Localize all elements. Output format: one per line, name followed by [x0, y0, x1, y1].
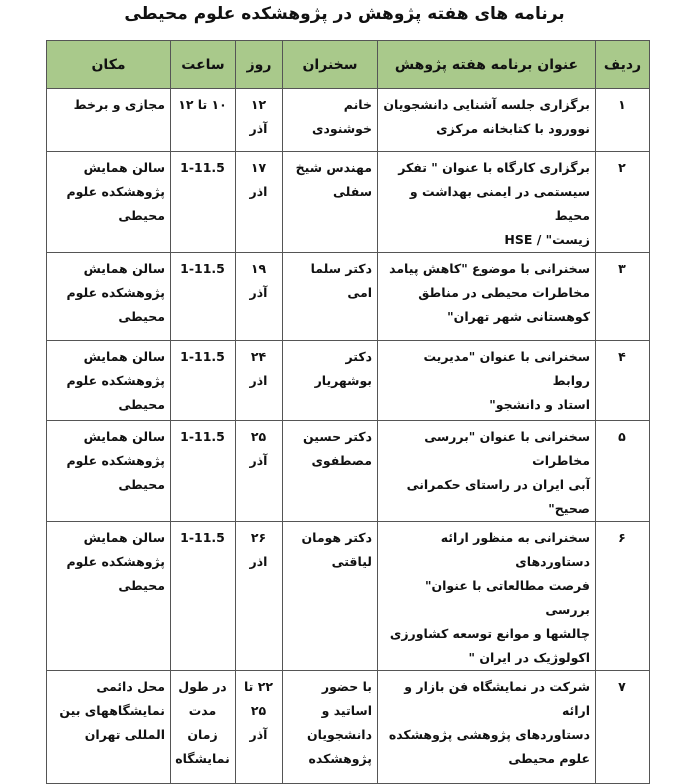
cell-day: ۲۶ اذر [236, 522, 283, 671]
table-row [47, 89, 650, 152]
cell-speaker: دکتر بوشهریار [283, 341, 378, 421]
table-row [47, 253, 650, 341]
cell-day: ۱۲ آذر [236, 89, 283, 152]
cell-time: 1-11.5 [171, 421, 236, 522]
cell-program-title: سخنرانی به منظور ارائه دستاوردهای فرصت مطالعاتی با عنوان" بررسی چالشها و موانع توسعه کشاورزی اکولوژیک در ایران " [378, 522, 596, 671]
cell-speaker: دکتر حسین مصطفوی [283, 421, 378, 522]
table-row [47, 341, 650, 421]
header-row-number: ردیف [596, 41, 650, 89]
cell-speaker: خانم خوشنودی [283, 89, 378, 152]
cell-place: سالن همایش پژوهشکده علوم محیطی [47, 341, 171, 421]
table-row [47, 522, 650, 671]
cell-place: محل دائمی نمایشگاههای بین المللی تهران [47, 671, 171, 784]
cell-speaker: دکتر سلما امی [283, 253, 378, 341]
cell-row-number: ۴ [596, 341, 650, 421]
cell-place: سالن همایش پژوهشکده علوم محیطی [47, 253, 171, 341]
cell-speaker: دکتر هومان لیاقتی [283, 522, 378, 671]
cell-speaker: مهندس شیخ سفلی [283, 152, 378, 253]
cell-place: سالن همایش پژوهشکده علوم محیطی [47, 152, 171, 253]
cell-time: 1-11.5 [171, 152, 236, 253]
cell-program-title: شرکت در نمایشگاه فن بازار و ارائه دستاوردهای پژوهشی پژوهشکده علوم محیطی [378, 671, 596, 784]
cell-row-number: ۲ [596, 152, 650, 253]
cell-program-title: سخنرانی با موضوع "کاهش پیامد مخاطرات محیطی در مناطق کوهستانی شهر تهران" [378, 253, 596, 341]
header-program-title: عنوان برنامه هفته پژوهش [378, 41, 596, 89]
cell-place: مجازی و برخط [47, 89, 171, 152]
cell-program-title: سخنرانی با عنوان "بررسی مخاطرات آبی ایران در راستای حکمرانی صحیح" [378, 421, 596, 522]
cell-time: در طول مدت زمان نمایشگاه [171, 671, 236, 784]
header-speaker: سخنران [283, 41, 378, 89]
header-day: روز [236, 41, 283, 89]
table-header-row [47, 41, 650, 89]
page-title: برنامه های هفته پژوهش در پژوهشکده علوم محیطی [124, 4, 565, 24]
cell-program-title: برگزاری کارگاه با عنوان " تفکر سیستمی در ایمنی بهداشت و محیط زیست" / HSE [378, 152, 596, 253]
cell-program-title: برگزاری جلسه آشنایی دانشجویان نوورود با کتابخانه مرکزی [378, 89, 596, 152]
table-row [47, 421, 650, 522]
cell-time: 1-11.5 [171, 522, 236, 671]
cell-row-number: ۱ [596, 89, 650, 152]
cell-row-number: ۷ [596, 671, 650, 784]
table-row [47, 671, 650, 784]
cell-row-number: ۵ [596, 421, 650, 522]
cell-day: ۲۲ تا ۲۵ آذر [236, 671, 283, 784]
cell-time: 1-11.5 [171, 341, 236, 421]
cell-row-number: ۳ [596, 253, 650, 341]
cell-day: ۱۹ آذر [236, 253, 283, 341]
cell-day: ۲۵ آذر [236, 421, 283, 522]
cell-speaker: با حضور اساتید و دانشجویان پژوهشکده [283, 671, 378, 784]
header-time: ساعت [171, 41, 236, 89]
cell-time: 1-11.5 [171, 253, 236, 341]
cell-day: ۲۴ اذر [236, 341, 283, 421]
cell-time: ۱۰ تا ۱۲ [171, 89, 236, 152]
cell-row-number: ۶ [596, 522, 650, 671]
table-row [47, 152, 650, 253]
cell-program-title: سخنرانی با عنوان "مدیریت روابط استاد و دانشجو" [378, 341, 596, 421]
cell-place: سالن همایش پژوهشکده علوم محیطی [47, 421, 171, 522]
cell-place: سالن همایش پژوهشکده علوم محیطی [47, 522, 171, 671]
header-place: مکان [47, 41, 171, 89]
cell-day: ۱۷ اذر [236, 152, 283, 253]
schedule-table [46, 40, 650, 784]
